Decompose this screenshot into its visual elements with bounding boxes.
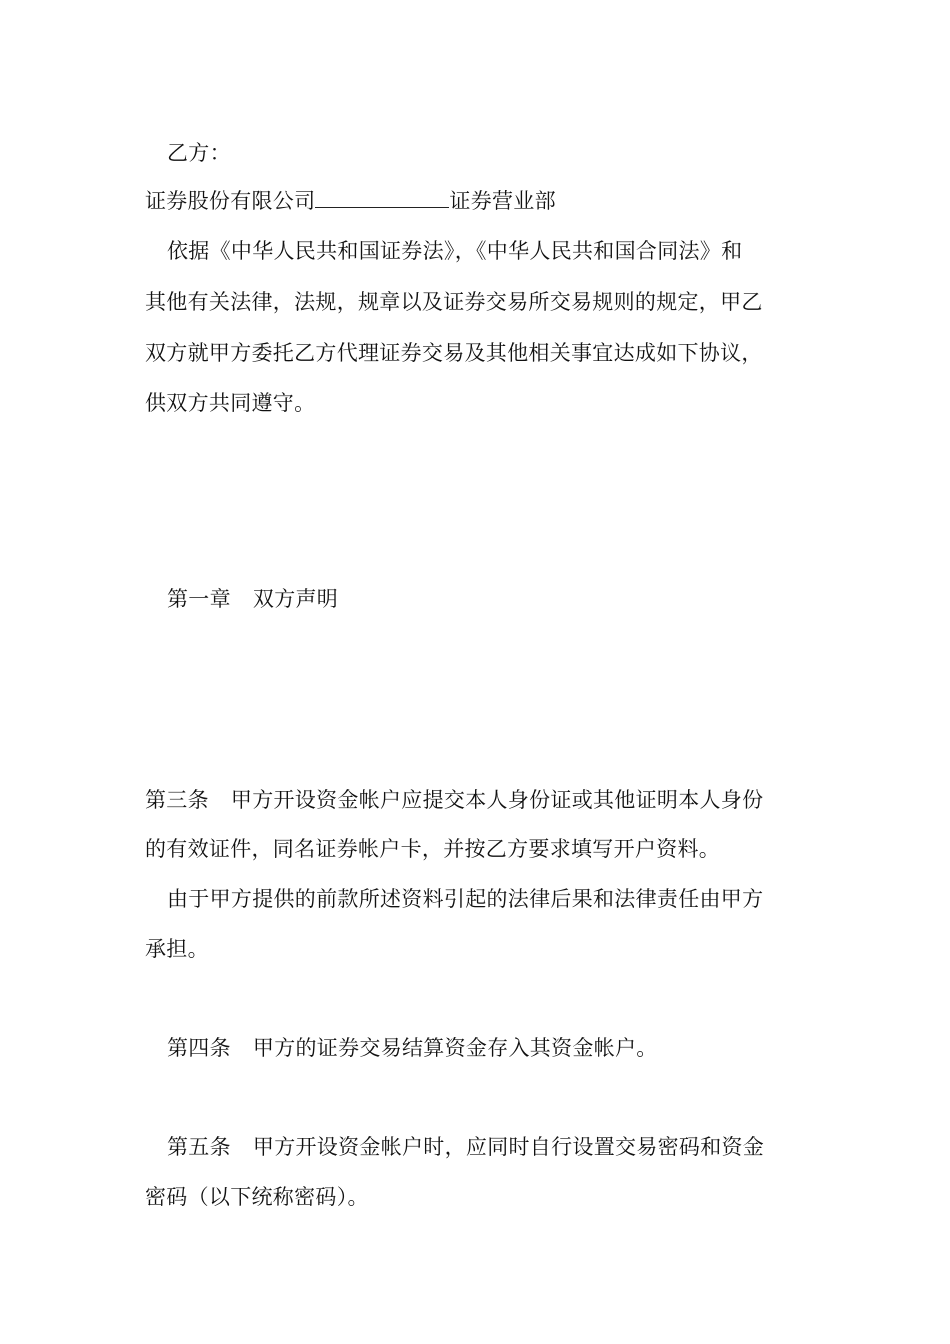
article-4-text: 甲方的证券交易结算资金存入其资金帐户。 bbox=[252, 1036, 658, 1060]
preamble-line-2: 其他有关法律，法规，规章以及证券交易所交易规则的规定，甲乙 bbox=[145, 290, 763, 314]
article-4 bbox=[167, 1033, 658, 1063]
article-3-number: 第三条 bbox=[145, 788, 209, 812]
article-3-para2-line-1: 由于甲方提供的前款所述资料引起的法律后果和法律责任由甲方 bbox=[167, 887, 764, 911]
company-suffix: 证券营业部 bbox=[449, 189, 556, 213]
article-5-line-1 bbox=[167, 1132, 764, 1162]
party-b-company bbox=[145, 186, 556, 216]
article-4-number: 第四条 bbox=[167, 1036, 231, 1060]
article-3-line-2: 的有效证件，同名证券帐户卡，并按乙方要求填写开户资料。 bbox=[145, 837, 721, 861]
article-3-para2-line-2: 承担。 bbox=[145, 937, 209, 961]
article-3-text-1: 甲方开设资金帐户应提交本人身份证或其他证明本人身份 bbox=[230, 788, 764, 812]
article-5-number: 第五条 bbox=[167, 1135, 231, 1159]
article-3-line-1 bbox=[145, 785, 763, 815]
preamble-line-3: 双方就甲方委托乙方代理证券交易及其他相关事宜达成如下协议， bbox=[145, 341, 763, 365]
article-5-line-2: 密码（以下统称密码）。 bbox=[145, 1185, 369, 1209]
preamble-line-1: 依据《中华人民共和国证券法》，《中华人民共和国合同法》和 bbox=[167, 239, 743, 263]
article-5-text-1: 甲方开设资金帐户时，应同时自行设置交易密码和资金 bbox=[252, 1135, 765, 1159]
chapter-number: 第一章 bbox=[167, 587, 231, 611]
party-b-label: 乙方： bbox=[167, 141, 231, 165]
company-prefix: 证券股份有限公司 bbox=[145, 189, 316, 213]
company-blank-line bbox=[315, 187, 449, 208]
preamble-line-4: 供双方共同遵守。 bbox=[145, 391, 316, 415]
chapter-heading bbox=[167, 584, 338, 614]
chapter-title: 双方声明 bbox=[252, 587, 339, 611]
